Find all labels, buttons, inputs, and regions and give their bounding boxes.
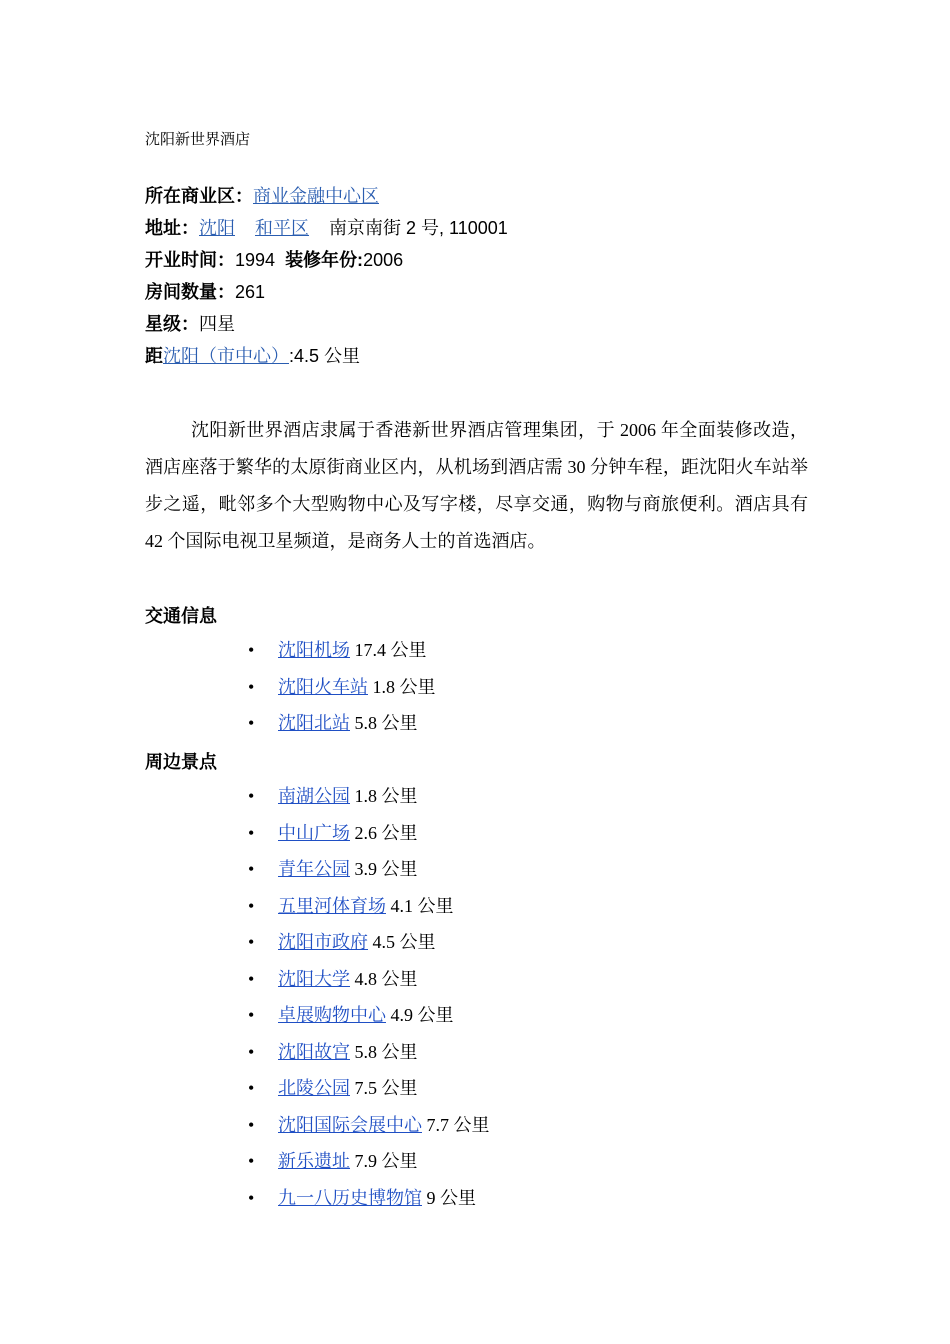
list-item [248, 820, 490, 857]
sight-distance: 4.8 公里 [354, 968, 418, 989]
list-item [248, 1148, 490, 1185]
sight-distance: 7.9 公里 [354, 1151, 418, 1171]
hotel-info [145, 182, 508, 374]
list-item [248, 1002, 490, 1039]
district-label: 所在商业区： [145, 186, 253, 206]
sight-link[interactable]: 中山广场 [278, 822, 350, 843]
sight-link[interactable]: 九一八历史博物馆 [278, 1187, 422, 1208]
bullet-icon: • [248, 968, 255, 989]
bullet-icon: • [248, 859, 255, 879]
rooms-label: 房间数量： [145, 282, 235, 302]
sight-distance: 7.5 公里 [354, 1078, 418, 1098]
address-row [145, 214, 508, 246]
bullet-icon: • [248, 713, 255, 733]
rooms-row [145, 278, 508, 310]
list-item [248, 1112, 490, 1149]
star-label: 星级： [145, 314, 199, 334]
sights-heading: 周边景点 [145, 752, 217, 772]
sight-link[interactable]: 南湖公园 [278, 786, 350, 806]
sight-distance: 4.1 公里 [390, 895, 454, 916]
sight-link[interactable]: 新乐遗址 [278, 1151, 350, 1171]
sight-distance: 3.9 公里 [354, 859, 418, 879]
bullet-icon: • [248, 932, 255, 952]
sight-link[interactable]: 沈阳国际会展中心 [278, 1114, 422, 1135]
opened-row [145, 246, 508, 278]
transport-link[interactable]: 沈阳北站 [278, 713, 350, 733]
transport-distance: 17.4 公里 [354, 640, 427, 660]
sight-distance: 7.7 公里 [426, 1114, 490, 1135]
bullet-icon: • [248, 786, 255, 806]
distance-value: :4.5 公里 [289, 346, 361, 366]
opened-label: 开业时间： [145, 250, 235, 270]
sight-distance: 5.8 公里 [354, 1041, 418, 1062]
sight-link[interactable]: 五里河体育场 [278, 895, 386, 916]
list-item [248, 783, 490, 820]
renovated-value: 2006 [363, 250, 404, 270]
sight-distance: 4.5 公里 [372, 932, 436, 952]
list-item [248, 637, 436, 674]
bullet-icon: • [248, 1151, 255, 1171]
sight-distance: 4.9 公里 [390, 1005, 454, 1025]
bullet-icon: • [248, 1114, 255, 1135]
list-item [248, 856, 490, 893]
list-item [248, 1039, 490, 1076]
bullet-icon: • [248, 1041, 255, 1062]
bullet-icon: • [248, 1005, 255, 1025]
district-link[interactable]: 商业金融中心区 [253, 186, 379, 206]
transport-link[interactable]: 沈阳火车站 [278, 676, 368, 697]
address-label: 地址： [145, 218, 199, 238]
address-city-link[interactable]: 沈阳 [199, 218, 235, 238]
bullet-icon: • [248, 1078, 255, 1098]
transport-link[interactable]: 沈阳机场 [278, 640, 350, 660]
transport-distance: 1.8 公里 [372, 676, 436, 697]
list-item [248, 1185, 490, 1222]
sight-link[interactable]: 沈阳故宫 [278, 1041, 350, 1062]
list-item [248, 710, 436, 747]
rooms-value: 261 [235, 282, 266, 302]
sights-list [248, 783, 490, 1221]
list-item [248, 674, 436, 711]
sight-distance: 9 公里 [426, 1187, 476, 1208]
bullet-icon: • [248, 895, 255, 916]
transport-heading: 交通信息 [145, 606, 217, 626]
list-item [248, 966, 490, 1003]
address-street: 南京南街 2 号, 110001 [329, 218, 508, 238]
sight-link[interactable]: 沈阳市政府 [278, 932, 368, 952]
transport-list [248, 637, 436, 747]
distance-row [145, 342, 508, 374]
distance-prefix: 距 [145, 346, 163, 366]
document-title: 沈阳新世界酒店 [145, 132, 251, 148]
list-item [248, 1075, 490, 1112]
sight-distance: 2.6 公里 [354, 822, 418, 843]
hotel-description: 沈阳新世界酒店隶属于香港新世界酒店管理集团，于 2006 年全面装修改造，酒店座落于繁华的太原街商业区内，从机场到酒店需 30 分钟车程，距沈阳火车站举步之遥，毗邻多个大型购物中心及写字楼，尽享交通，购物与商旅便利。酒店具有 42 个国际电视卫星频道，是商务人士的首选酒店。 [145, 420, 808, 551]
opened-value: 1994 [235, 250, 276, 270]
list-item [248, 893, 490, 930]
address-area-link[interactable]: 和平区 [255, 218, 310, 238]
sight-link[interactable]: 北陵公园 [278, 1078, 350, 1098]
city-center-link[interactable]: 沈阳（市中心） [163, 346, 289, 366]
district-row [145, 182, 508, 214]
star-value: 四星 [199, 314, 235, 334]
list-item [248, 929, 490, 966]
transport-distance: 5.8 公里 [354, 713, 418, 733]
sight-link[interactable]: 卓展购物中心 [278, 1005, 386, 1025]
bullet-icon: • [248, 676, 255, 697]
renovated-label: 装修年份: [285, 250, 364, 270]
bullet-icon: • [248, 640, 255, 660]
sight-link[interactable]: 青年公园 [278, 859, 350, 879]
sight-distance: 1.8 公里 [354, 786, 418, 806]
star-row [145, 310, 508, 342]
bullet-icon: • [248, 822, 255, 843]
sight-link[interactable]: 沈阳大学 [278, 968, 350, 989]
bullet-icon: • [248, 1187, 255, 1208]
